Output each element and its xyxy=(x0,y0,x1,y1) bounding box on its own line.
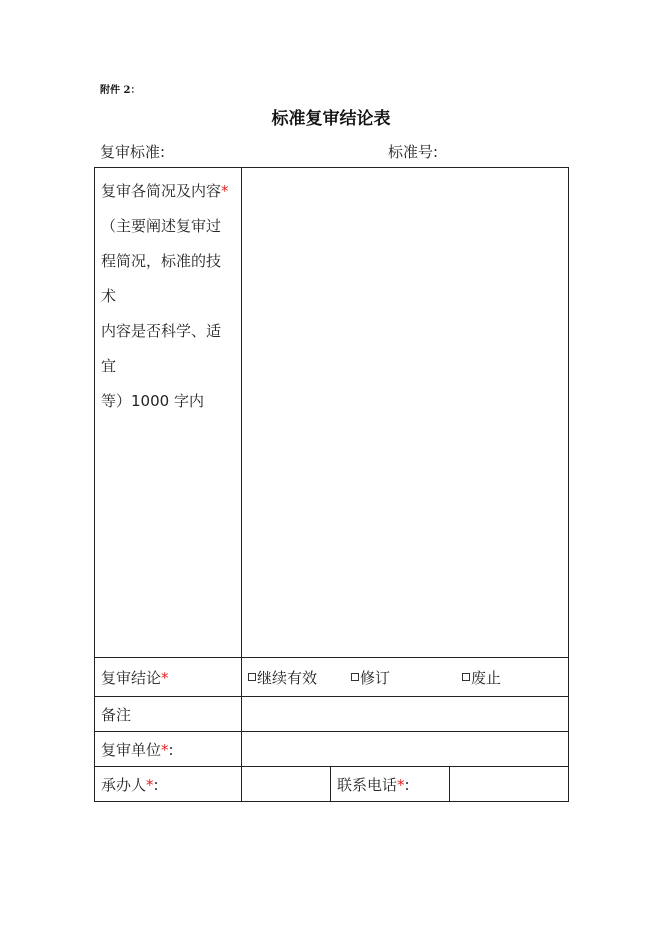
checkbox-icon[interactable] xyxy=(351,673,359,681)
content-hint-line: 程简况，标准的技术 xyxy=(101,252,222,305)
option-label: 修订 xyxy=(360,668,391,687)
review-conclusion-form xyxy=(94,167,569,802)
handler-input-cell[interactable] xyxy=(242,767,331,802)
content-label-cell xyxy=(95,168,242,658)
content-label: 复审各简况及内容 xyxy=(101,182,222,200)
conclusion-options xyxy=(248,667,562,688)
content-hint-line: 内容是否科学、适宜 xyxy=(101,322,222,375)
content-input-cell[interactable] xyxy=(242,168,569,658)
option-label: 继续有效 xyxy=(257,668,318,687)
checkbox-icon[interactable] xyxy=(462,673,470,681)
option-label: 废止 xyxy=(471,668,502,687)
content-hint-line: （主要阐述复审过 xyxy=(101,217,222,235)
option-continue-valid[interactable] xyxy=(248,667,351,688)
page-title: 标准复审结论表 xyxy=(271,109,391,129)
option-revise[interactable] xyxy=(351,667,462,688)
unit-label-suffix: : xyxy=(168,740,174,759)
attachment-label: 附件 2： xyxy=(100,85,141,96)
handler-label: 承办人 xyxy=(101,775,147,794)
required-mark: * xyxy=(161,668,169,687)
required-mark: * xyxy=(221,182,229,200)
phone-label: 联系电话 xyxy=(337,775,398,794)
unit-label: 复审单位 xyxy=(101,740,162,759)
remarks-label-cell xyxy=(95,697,242,732)
content-hint-line: 等）1000 字内 xyxy=(101,392,204,410)
phone-label-suffix: : xyxy=(404,775,410,794)
required-mark: * xyxy=(397,775,405,794)
remarks-input-cell[interactable] xyxy=(242,697,569,732)
required-mark: * xyxy=(146,775,154,794)
option-abolish[interactable] xyxy=(462,667,501,688)
unit-input-cell[interactable] xyxy=(242,732,569,767)
review-standard-label: 复审标准: xyxy=(100,143,166,161)
remarks-label: 备注 xyxy=(101,705,132,724)
conclusion-label: 复审结论 xyxy=(101,668,162,687)
phone-input-cell[interactable] xyxy=(450,767,569,802)
standard-number-label: 标准号: xyxy=(388,143,439,161)
conclusion-options-cell xyxy=(242,658,569,697)
checkbox-icon[interactable] xyxy=(248,673,256,681)
required-mark: * xyxy=(161,740,169,759)
phone-label-cell xyxy=(331,767,450,802)
handler-label-suffix: : xyxy=(153,775,159,794)
handler-label-cell xyxy=(95,767,242,802)
unit-label-cell xyxy=(95,732,242,767)
conclusion-label-cell xyxy=(95,658,242,697)
